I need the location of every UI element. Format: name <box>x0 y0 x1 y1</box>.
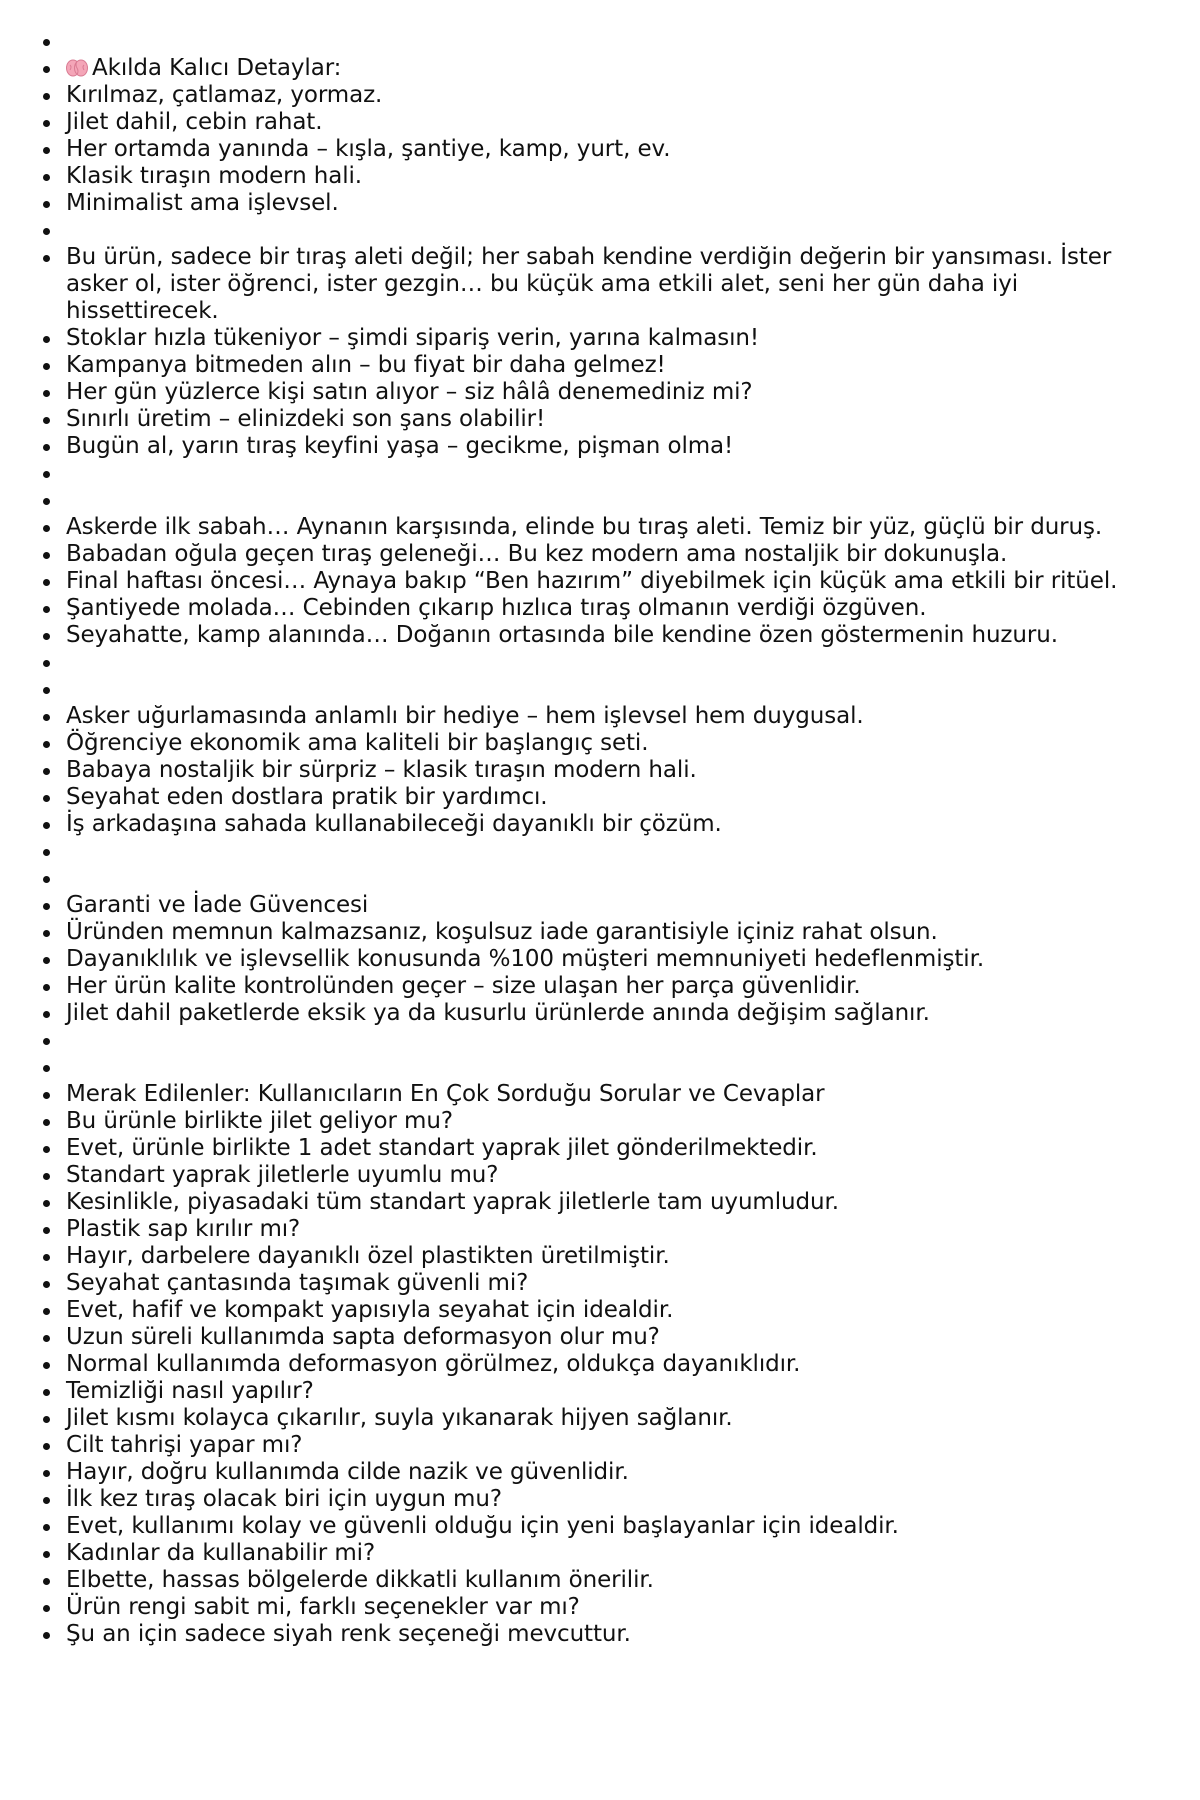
faq-answer: Hayır, darbelere dayanıklı özel plastikten üretilmiştir. <box>66 1243 670 1269</box>
list-item-text: Şantiyede molada… Cebinden çıkarıp hızlıca tıraş olmanın verdiği özgüven. <box>66 595 927 621</box>
list-item-text: Üründen memnun kalmazsanız, koşulsuz iade garantisiyle içiniz rahat olsun. <box>66 919 938 945</box>
list-item-text: Her ortamda yanında – kışla, şantiye, kamp, yurt, ev. <box>66 136 671 162</box>
faq-answer: Evet, kullanımı kolay ve güvenli olduğu için yeni başlayanlar için idealdir. <box>66 1513 899 1539</box>
list-item <box>66 352 1120 379</box>
faq-question: Standart yaprak jiletlerle uyumlu mu? <box>66 1162 499 1188</box>
list-item <box>66 1216 1120 1243</box>
list-item-text: Her gün yüzlerce kişi satın alıyor – siz hâlâ denemediniz mi? <box>66 379 753 405</box>
list-item <box>66 1243 1120 1270</box>
faq-question: Plastik sap kırılır mı? <box>66 1216 301 1242</box>
faq-question: Kadınlar da kullanabilir mi? <box>66 1540 376 1566</box>
list-item <box>66 1324 1120 1351</box>
section-heading: Merak Edilenler: Kullanıcıların En Çok Sorduğu Sorular ve Cevaplar <box>66 1081 825 1107</box>
list-item-text: İş arkadaşına sahada kullanabileceği dayanıklı bir çözüm. <box>66 811 722 837</box>
list-item <box>66 1405 1120 1432</box>
list-item <box>66 55 1120 82</box>
list-item <box>66 244 1120 325</box>
list-item <box>66 892 1120 919</box>
list-item <box>66 703 1120 730</box>
list-item-text: Öğrenciye ekonomik ama kaliteli bir başlangıç seti. <box>66 730 649 756</box>
list-item-text: Asker uğurlamasında anlamlı bir hediye – hem işlevsel hem duygusal. <box>66 703 864 729</box>
list-item-text: Her ürün kalite kontrolünden geçer – size ulaşan her parça güvenlidir. <box>66 973 861 999</box>
list-item <box>66 838 1120 865</box>
list-item <box>66 109 1120 136</box>
list-item <box>66 379 1120 406</box>
list-item <box>66 865 1120 892</box>
list-item <box>66 217 1120 244</box>
list-item-text: Jilet dahil, cebin rahat. <box>66 109 323 135</box>
list-item <box>66 1351 1120 1378</box>
faq-question: Seyahat çantasında taşımak güvenli mi? <box>66 1270 529 1296</box>
list-item <box>66 487 1120 514</box>
list-item <box>66 1081 1120 1108</box>
list-item <box>66 784 1120 811</box>
faq-answer: Evet, hafif ve kompakt yapısıyla seyahat için idealdir. <box>66 1297 674 1323</box>
list-item <box>66 568 1120 595</box>
list-item <box>66 460 1120 487</box>
faq-answer: Şu an için sadece siyah renk seçeneği mevcuttur. <box>66 1621 631 1647</box>
list-item <box>66 163 1120 190</box>
list-item-text: Bugün al, yarın tıraş keyfini yaşa – gecikme, pişman olma! <box>66 433 734 459</box>
list-item <box>66 136 1120 163</box>
list-item-text: Minimalist ama işlevsel. <box>66 190 339 216</box>
list-item <box>66 406 1120 433</box>
faq-question: Uzun süreli kullanımda sapta deformasyon olur mu? <box>66 1324 660 1350</box>
list-item <box>66 1027 1120 1054</box>
list-item-text: Kampanya bitmeden alın – bu fiyat bir daha gelmez! <box>66 352 666 378</box>
list-item <box>66 730 1120 757</box>
list-item-text: Dayanıklılık ve işlevsellik konusunda %100 müşteri memnuniyeti hedeflenmiştir. <box>66 946 985 972</box>
list-item-text: Bu ürün, sadece bir tıraş aleti değil; her sabah kendine verdiğin değerin bir yansıması. İster asker ol, ister öğrenci, ister gezgin… bu küçük ama etkili alet, seni her gün daha iyi hissettirecek. <box>66 244 1112 324</box>
list-item <box>66 541 1120 568</box>
list-item <box>66 82 1120 109</box>
faq-question: Ürün rengi sabit mi, farklı seçenekler var mı? <box>66 1594 580 1620</box>
list-item <box>66 1594 1120 1621</box>
list-item <box>66 1378 1120 1405</box>
list-item-text: Sınırlı üretim – elinizdeki son şans olabilir! <box>66 406 546 432</box>
list-item <box>66 1000 1120 1027</box>
list-item-text: Stoklar hızla tükeniyor – şimdi sipariş verin, yarına kalmasın! <box>66 325 759 351</box>
list-item <box>66 1054 1120 1081</box>
list-item-text: Kırılmaz, çatlamaz, yormaz. <box>66 82 383 108</box>
list-item-text: Akılda Kalıcı Detaylar: <box>92 55 342 81</box>
faq-question: Bu ürünle birlikte jilet geliyor mu? <box>66 1108 453 1134</box>
faq-question: Temizliği nasıl yapılır? <box>66 1378 314 1404</box>
list-item <box>66 1567 1120 1594</box>
list-item <box>66 190 1120 217</box>
bullet-list <box>0 28 1120 1648</box>
list-item <box>66 1486 1120 1513</box>
list-item <box>66 28 1120 55</box>
list-item <box>66 811 1120 838</box>
list-item <box>66 514 1120 541</box>
list-item <box>66 595 1120 622</box>
list-item-text: Final haftası öncesi… Aynaya bakıp “Ben hazırım” diyebilmek için küçük ama etkili bir ritüel. <box>66 568 1118 594</box>
list-item <box>66 325 1120 352</box>
brain-icon <box>66 58 88 78</box>
list-item-text: Babaya nostaljik bir sürpriz – klasik tıraşın modern hali. <box>66 757 697 783</box>
faq-answer: Normal kullanımda deformasyon görülmez, oldukça dayanıklıdır. <box>66 1351 801 1377</box>
list-item <box>66 622 1120 649</box>
list-item <box>66 1432 1120 1459</box>
faq-question: İlk kez tıraş olacak biri için uygun mu? <box>66 1486 502 1512</box>
list-item <box>66 649 1120 676</box>
list-item <box>66 1189 1120 1216</box>
list-item-text: Seyahatte, kamp alanında… Doğanın ortasında bile kendine özen göstermenin huzuru. <box>66 622 1058 648</box>
faq-question: Cilt tahrişi yapar mı? <box>66 1432 303 1458</box>
document-body <box>0 28 1200 1648</box>
section-heading: Garanti ve İade Güvencesi <box>66 892 369 918</box>
list-item <box>66 1621 1120 1648</box>
faq-answer: Evet, ürünle birlikte 1 adet standart yaprak jilet gönderilmektedir. <box>66 1135 818 1161</box>
faq-answer: Jilet kısmı kolayca çıkarılır, suyla yıkanarak hijyen sağlanır. <box>66 1405 733 1431</box>
list-item <box>66 946 1120 973</box>
list-item <box>66 1540 1120 1567</box>
list-item <box>66 433 1120 460</box>
list-item <box>66 1459 1120 1486</box>
faq-answer: Elbette, hassas bölgelerde dikkatli kullanım önerilir. <box>66 1567 654 1593</box>
list-item-text: Babadan oğula geçen tıraş geleneği… Bu kez modern ama nostaljik bir dokunuşla. <box>66 541 1008 567</box>
list-item-text: Jilet dahil paketlerde eksik ya da kusurlu ürünlerde anında değişim sağlanır. <box>66 1000 930 1026</box>
faq-answer: Hayır, doğru kullanımda cilde nazik ve güvenlidir. <box>66 1459 629 1485</box>
list-item <box>66 1162 1120 1189</box>
list-item <box>66 1297 1120 1324</box>
list-item-text: Seyahat eden dostlara pratik bir yardımcı. <box>66 784 548 810</box>
list-item-text: Klasik tıraşın modern hali. <box>66 163 363 189</box>
list-item <box>66 1270 1120 1297</box>
list-item <box>66 1135 1120 1162</box>
list-item <box>66 919 1120 946</box>
faq-answer: Kesinlikle, piyasadaki tüm standart yaprak jiletlerle tam uyumludur. <box>66 1189 839 1215</box>
list-item <box>66 676 1120 703</box>
list-item <box>66 973 1120 1000</box>
list-item <box>66 757 1120 784</box>
list-item-text: Askerde ilk sabah… Aynanın karşısında, elinde bu tıraş aleti. Temiz bir yüz, güçlü bir duruş. <box>66 514 1103 540</box>
list-item <box>66 1108 1120 1135</box>
list-item <box>66 1513 1120 1540</box>
